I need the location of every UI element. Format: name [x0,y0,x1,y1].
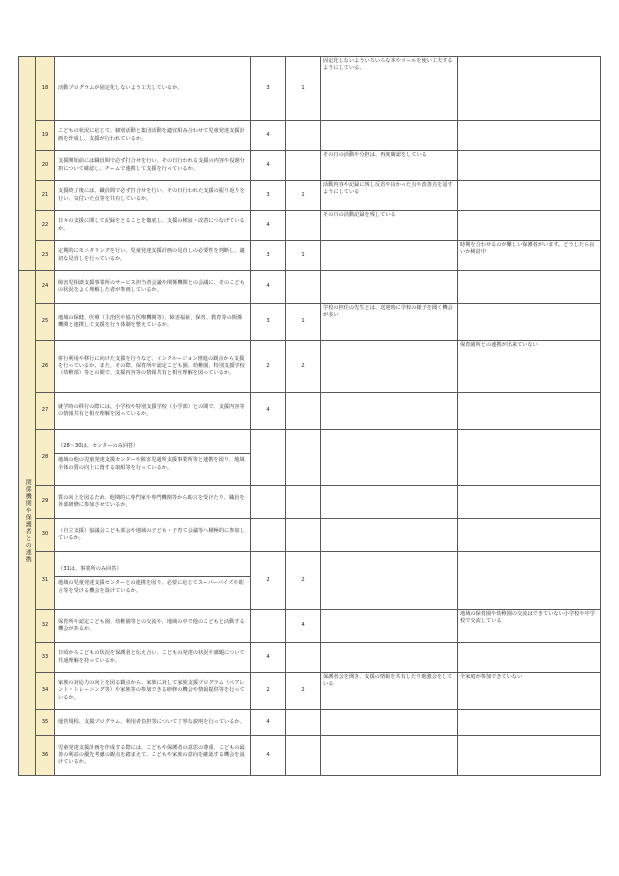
item-number: 25 [36,304,55,341]
count-partial: 2 [286,673,321,710]
item-text [55,304,251,341]
count-yes: 4 [251,393,286,430]
good-points-note [321,519,458,552]
table-row [19,181,601,211]
item-description: 併行利用や移行に向けた支援を行うなど、インクルージョン推進の観点から支援を行っているか。また、その際、保育所や認定こども園、幼稚園、特別支援学校（幼稚部）等との間で、支援内容等の情報共有と相互理解を図っているか。 [58,355,245,376]
good-points-note: 保護者会を開き、支援の情報を共有したり勉強会をしている [321,673,458,710]
item-number: 28 [36,430,55,486]
item-text [55,430,251,486]
count-yes: 4 [251,121,286,151]
item-number: 27 [36,393,55,430]
count-partial: 4 [286,610,321,643]
item-number: 18 [36,57,55,121]
table-row [19,486,601,519]
improvement-note [458,710,601,736]
item-number: 23 [36,241,55,271]
good-points-note [321,610,458,643]
count-yes: 4 [251,643,286,673]
count-yes: 3 [251,181,286,211]
count-partial [286,271,321,304]
item-text [55,736,251,776]
good-points-note: 活動内容や記録に残し反省や良かった点や改善点を話すようにしている [321,181,458,211]
count-yes: 4 [251,151,286,181]
improvement-note [458,57,601,121]
item-note-header: （31は、事業所のみ回答） [55,566,250,577]
improvement-note [458,151,601,181]
item-text [55,121,251,151]
count-partial [286,710,321,736]
count-partial: 1 [286,181,321,211]
item-text [55,673,251,710]
item-description: 日々の支援に関して記録をとることを徹底し、支援の検証・改善につなげているか。 [58,218,245,232]
table-row [19,673,601,710]
table-row [19,610,601,643]
item-number: 30 [36,519,55,552]
item-text [55,519,251,552]
count-partial [286,486,321,519]
item-text [55,151,251,181]
item-description: 日頃からこどもの状況を保護者と伝え合い、こどもの発達の状況や課題について共通理解を持っているか。 [58,650,245,664]
item-description: 就学時の移行の際には、小学校や特別支援学校（小学部）との間で、支援内容等の情報共有と相互理解を図っているか。 [58,403,245,417]
good-points-note [321,271,458,304]
good-points-note [321,121,458,151]
item-description: 保育所や認定こども園、幼稚園等との交流や、地域の中で他のこどもと活動する機会があるか。 [58,618,245,632]
count-yes: 3 [251,241,286,271]
count-yes [251,430,286,486]
count-partial: 1 [286,304,321,341]
good-points-note [321,552,458,610]
table-row [19,736,601,776]
item-description: 地域の児童発達支援センターとの連携を図り、必要に応じてスーパーバイズや助言等を受ける機会を設けているか。 [58,580,244,594]
table-row [19,211,601,241]
count-partial: 2 [286,341,321,393]
item-number: 35 [36,710,55,736]
improvement-note [458,211,601,241]
improvement-note [458,486,601,519]
item-text [55,211,251,241]
improvement-note [458,552,601,610]
item-number: 34 [36,673,55,710]
item-description: こどもの状況に応じて、個別活動と集団活動を適宜組み合わせて児童発達支援計画を作成し、支援が行われているか。 [58,128,245,142]
count-yes: 4 [251,710,286,736]
item-text [55,710,251,736]
improvement-note [458,304,601,341]
count-yes: 2 [251,552,286,610]
table-row [19,341,601,393]
good-points-note: 固定化しないよういろいろな本やツールを使い工夫するようにしている。 [321,57,458,121]
item-text [55,181,251,211]
item-text [55,57,251,121]
item-text [55,341,251,393]
item-number: 26 [36,341,55,393]
improvement-note [458,736,601,776]
table-row [19,643,601,673]
item-number: 20 [36,151,55,181]
item-text [55,241,251,271]
table-row [19,519,601,552]
improvement-note [458,181,601,211]
count-partial [286,519,321,552]
count-partial [286,121,321,151]
count-partial [286,151,321,181]
item-description: 障害児相談支援事業所のサービス担当者会議や関係機関との会議に、そのこどもの状況をよく理解した者が参画しているか。 [58,279,245,293]
item-number: 36 [36,736,55,776]
good-points-note [321,393,458,430]
item-number: 33 [36,643,55,673]
item-text [55,271,251,304]
item-description: 支援開始前には職員間で必ず打合せを行い、その日行われる支援の内容や役割分担について確認し、チームで連携して支援を行っているか。 [58,158,245,172]
count-yes: 4 [251,271,286,304]
improvement-note: 全家庭が参加できていない [458,673,601,710]
improvement-note: 保育園所との連携が出来ていない [458,341,601,393]
category-cell [19,57,36,271]
good-points-note: 学校の担任の先生とは、送迎時に学校の様子を聞く機会が多い [321,304,458,341]
item-description: 児童発達支援計画を作成する際には、こどもや保護者の意思の尊重、こどもの最善の利益の優先考慮の観点を踏まえて、こどもや家族の意向を確認する機会を設けているか。 [58,744,245,765]
table-row [19,304,601,341]
item-text [55,552,251,610]
improvement-note [458,271,601,304]
good-points-note: その日の活動記録を残している [321,211,458,241]
item-text [55,393,251,430]
item-number: 19 [36,121,55,151]
item-number: 29 [36,486,55,519]
count-partial [286,643,321,673]
item-text [55,486,251,519]
good-points-note [321,241,458,271]
improvement-note: 地域の保育園や幼稚園の交流はできていない小学校や中学校で交流している [458,610,601,643]
improvement-note [458,519,601,552]
improvement-note [458,430,601,486]
item-description: 活動プログラムが固定化しないよう工夫しているか。 [58,84,183,91]
category-label: 関係機関や保護者との連携 [24,479,32,564]
good-points-note [321,710,458,736]
table-row [19,121,601,151]
count-partial: 1 [286,241,321,271]
item-description: 質の向上を図るため、他期的に専門家や専門機関等から助言を受けたり、職員を外部研修に参加させているか。 [58,494,245,508]
table-row [19,271,601,304]
evaluation-table-body [19,57,601,776]
count-partial [286,736,321,776]
improvement-note [458,393,601,430]
table-row [19,393,601,430]
count-yes: 3 [251,304,286,341]
good-points-note [321,486,458,519]
table-row [19,57,601,121]
item-number: 21 [36,181,55,211]
count-yes: 4 [251,736,286,776]
table-row [19,710,601,736]
count-partial: 1 [286,57,321,121]
table-row [19,241,601,271]
item-number: 22 [36,211,55,241]
good-points-note [321,341,458,393]
count-yes [251,610,286,643]
table-row [19,430,601,486]
item-number: 32 [36,610,55,643]
good-points-note [321,736,458,776]
improvement-note [458,121,601,151]
item-description: （自立支援）協議会こども部会や地域の子ども・子育て会議等へ積極的に参加しているか。 [58,527,245,541]
table-row [19,151,601,181]
evaluation-table [18,56,601,776]
count-partial [286,393,321,430]
item-number: 31 [36,552,55,610]
item-text [55,610,251,643]
count-partial: 2 [286,552,321,610]
table-row [19,552,601,610]
item-text [55,643,251,673]
item-description: 支援終了後には、職員間で必ず打合せを行い、その日行われた支援の振り返りを行い、気付いた点等を共有しているか。 [58,188,245,202]
count-partial [286,430,321,486]
count-yes: 4 [251,211,286,241]
item-description: 地域の保健、医療（主治医や協力医療機関等）、障害福祉、保育、教育等の関係機関と連携して支援を行う体制を整えているか。 [58,314,243,328]
item-description: 家族の対応力の向上を図る観点から、家族に対して家族支援プログラム（ペアレント・トレーニング等）や家族等の参加できる研修の機会や情報提供等を行っているか。 [58,680,245,701]
category-cell [19,271,36,776]
item-number: 24 [36,271,55,304]
improvement-note: 時期を合わせるのが難しい保護者がいます。どうしたら良いか検討中 [458,241,601,271]
improvement-note [458,643,601,673]
count-yes [251,519,286,552]
good-points-note [321,643,458,673]
good-points-note: その日の活動や分担は、再度確認をしている [321,151,458,181]
count-yes: 2 [251,673,286,710]
count-yes: 2 [251,341,286,393]
count-yes: 3 [251,57,286,121]
item-description: 運営規程、支援プログラム、利用者負担等について丁寧な説明を行っているか。 [58,718,245,725]
item-description: 定期的にモニタリングを行い、児童発達支援計画の見直しの必要性を判断し、適切な見直しを行っているか。 [58,248,245,262]
count-yes [251,486,286,519]
item-note-header: （28～30は、センターのみ回答） [55,443,250,454]
good-points-note [321,430,458,486]
count-partial [286,211,321,241]
item-description: 地域の他の児童発達支援センターや障害児通所支援事業所等と連携を図り、地域全体の質の向上に資する取組等を行っているか。 [58,457,245,471]
